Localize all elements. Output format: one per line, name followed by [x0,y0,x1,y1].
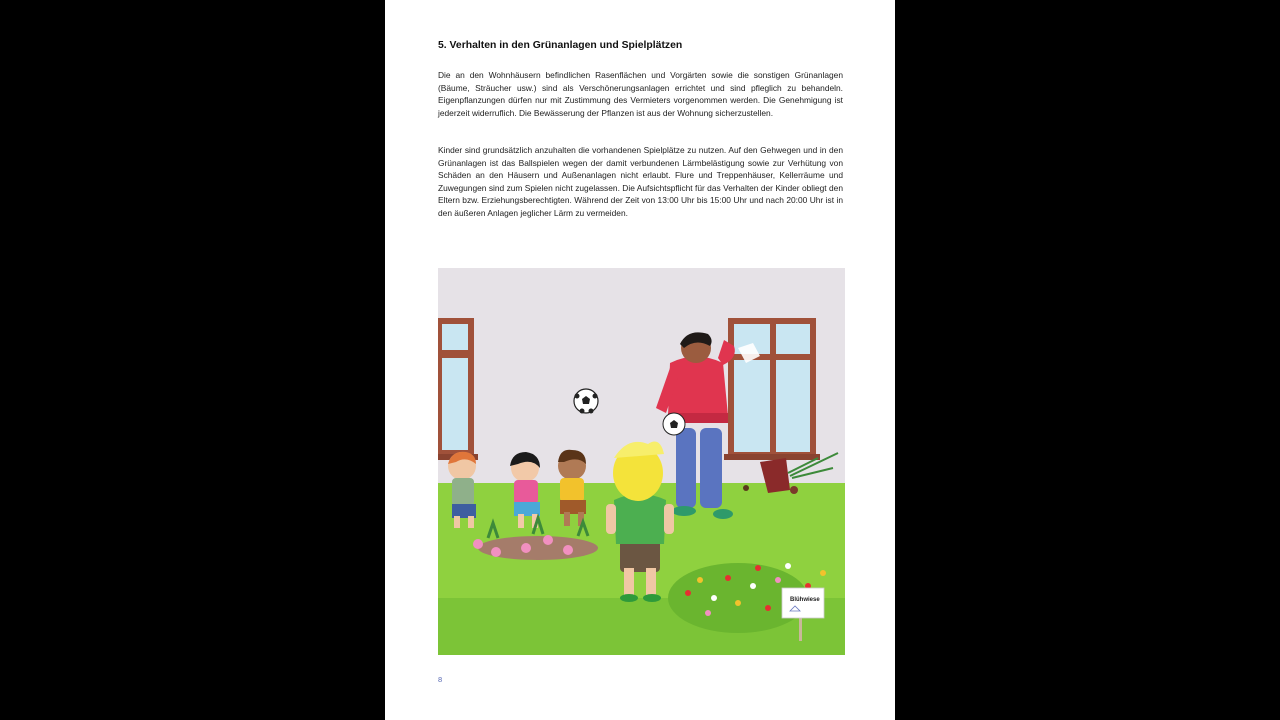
document-page [385,0,895,720]
football-icon [574,389,598,414]
sign-label: Blühwiese [790,597,820,603]
right-window [724,318,820,460]
left-window [438,318,478,460]
page-number: 8 [438,675,443,684]
playground-illustration [438,268,845,655]
paragraph-playgrounds: Kinder sind grundsätzlich anzuhalten die vorhandenen Spielplätze zu nutzen. Auf den Gehwegen und in den Grünanlagen ist das Ballspielen wegen der damit verbundenen Lärmbelästigung sowie zur Verhütung von Schäden an den Häusern und Außenanlagen nicht erlaubt. Flure und Treppenhäuser, Kellerräume und Zuwegungen sind zum Spielen nicht zugelassen. Die Aufsichtspflicht für das Verhalten der Kinder obliegt den Eltern bzw. Erziehungsberechtigten. Während der Zeit von 13:00 Uhr bis 15:00 Uhr und nach 20:00 Uhr ist in den äußeren Anlagen jeglicher Lärm zu vermeiden. [438,145,843,218]
section-heading: 5. Verhalten in den Grünanlagen und Spielplätzen [438,40,683,51]
child-orange-hair [448,452,476,528]
paragraph-green-areas: Die an den Wohnhäusern befindlichen Rasenflächen und Vorgärten sowie die sonstigen Grünanlagen (Bäume, Sträucher usw.) sind als Verschönerungsanlagen errichtet und sind pfleglich zu behandeln. Eigenpflanzungen dürfen nur mit Zustimmung des Vermieters vorgenommen werden. Die Genehmigung ist jederzeit widerruflich. Die Bewässerung der Pflanzen ist aus der Wohnung sicherzustellen. [438,70,843,118]
